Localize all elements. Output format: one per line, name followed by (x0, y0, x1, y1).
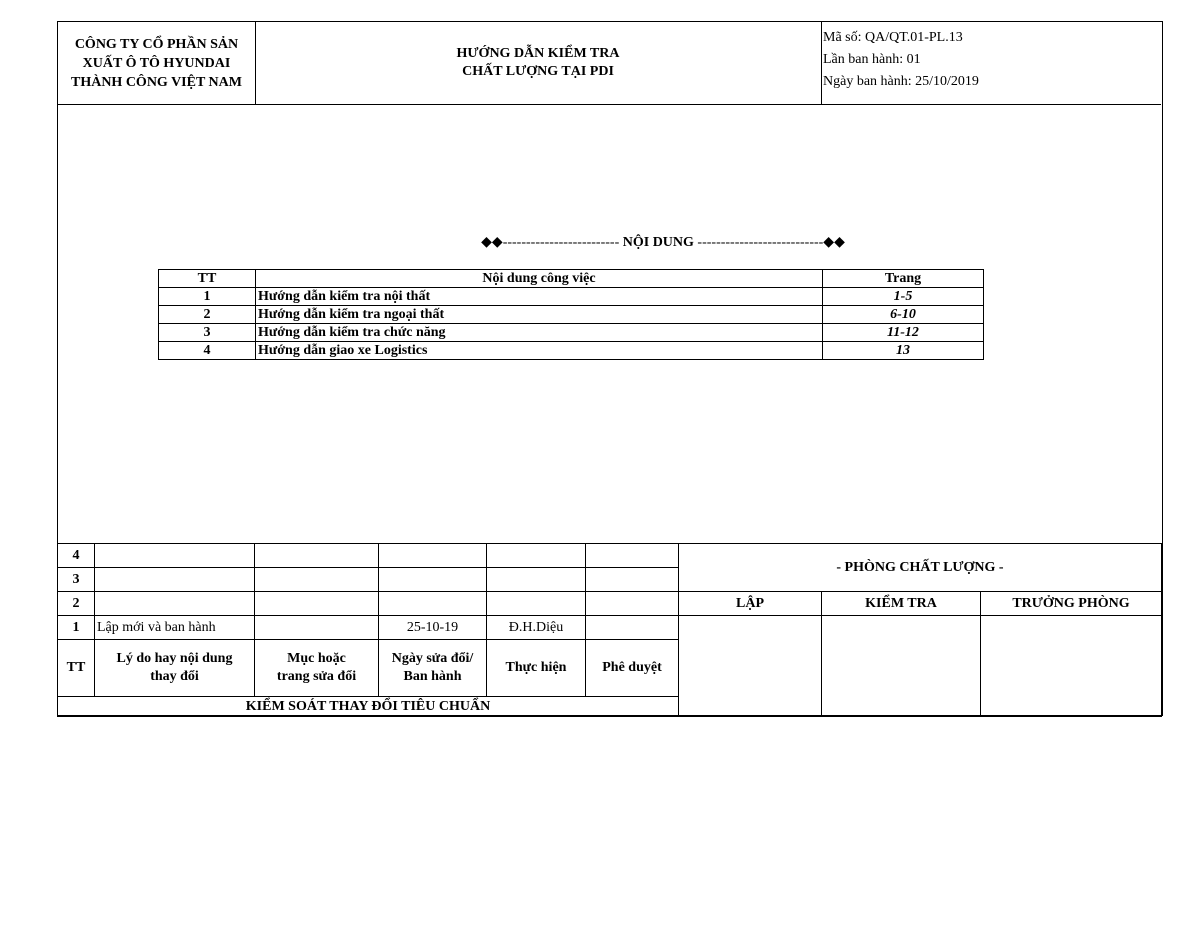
col-approve: Phê duyệt (586, 640, 679, 697)
revision-approve (586, 592, 679, 616)
title-line: CHẤT LƯỢNG TẠI PDI (462, 64, 614, 79)
department-label: - PHÒNG CHẤT LƯỢNG - (679, 544, 1162, 592)
revision-row (58, 544, 679, 568)
row-tt: 4 (159, 342, 256, 360)
heading-ornament-right: ---------------------------◆◆ (697, 235, 845, 250)
header-line: thay đổi (150, 669, 199, 684)
revision-by (487, 544, 586, 568)
revision-date (379, 592, 487, 616)
revision-approve (586, 544, 679, 568)
revision-number: 1 (58, 616, 95, 640)
revision-reason: Lập mới và ban hành (95, 616, 255, 640)
header-line: Ngày sửa đổi/ (391, 651, 474, 666)
document-frame (57, 21, 1163, 716)
issue-date: Ngày ban hành: 25/10/2019 (823, 74, 979, 89)
row-content: Hướng dẫn kiểm tra ngoại thất (256, 306, 823, 324)
revision-number: 4 (58, 544, 95, 568)
row-tt: 1 (159, 288, 256, 306)
col-tt: TT (159, 270, 256, 288)
table-row (159, 288, 984, 306)
contents-header-row (159, 270, 984, 288)
col-reason (95, 640, 255, 697)
revision-by: Đ.H.Diệu (487, 616, 586, 640)
revision-approve (586, 568, 679, 592)
revision-number: 2 (58, 592, 95, 616)
row-page: 11-12 (823, 324, 984, 342)
row-page: 13 (823, 342, 984, 360)
col-section (255, 640, 379, 697)
revision-header-row (58, 640, 679, 697)
document-title (255, 22, 822, 104)
revision-date: 25-10-19 (379, 616, 487, 640)
company-line: XUẤT Ô TÔ HYUNDAI (82, 55, 231, 71)
revision-reason (95, 592, 255, 616)
revision-row (58, 568, 679, 592)
table-row (159, 306, 984, 324)
title-line: HƯỚNG DẪN KIỂM TRA (456, 46, 620, 61)
prepared-label: LẬP (679, 592, 822, 616)
table-row (159, 342, 984, 360)
document-meta (823, 27, 979, 93)
header-line: trang sửa đổi (276, 669, 357, 684)
revision-section (255, 544, 379, 568)
row-page: 1-5 (823, 288, 984, 306)
heading-ornament-left: ◆◆------------------------- (481, 235, 620, 250)
checked-label: KIỂM TRA (822, 592, 981, 616)
col-page: Trang (823, 270, 984, 288)
head-signature (980, 616, 1161, 717)
col-content: Nội dung công việc (256, 270, 823, 288)
col-date (379, 640, 487, 697)
heading-text: NỘI DUNG (619, 235, 698, 250)
signoff-table (678, 543, 1162, 717)
revision-section (255, 616, 379, 640)
revision-footer: KIỂM SOÁT THAY ĐỔI TIÊU CHUẨN (58, 697, 679, 717)
prepared-signature (679, 616, 822, 717)
company-line: THÀNH CÔNG VIỆT NAM (70, 74, 242, 90)
company-name (58, 22, 256, 104)
revision-approve (586, 616, 679, 640)
revision-section (255, 568, 379, 592)
row-tt: 3 (159, 324, 256, 342)
revision-footer-row (58, 697, 679, 717)
row-tt: 2 (159, 306, 256, 324)
contents-table (158, 269, 984, 360)
revision-table (57, 543, 679, 717)
head-label: TRƯỞNG PHÒNG (980, 592, 1161, 616)
document-header (58, 22, 1161, 105)
revision-row (58, 616, 679, 640)
row-content: Hướng dẫn giao xe Logistics (256, 342, 823, 360)
table-row (159, 324, 984, 342)
revision-by (487, 592, 586, 616)
company-line: CÔNG TY CỔ PHẦN SẢN (74, 36, 239, 52)
revision-reason (95, 568, 255, 592)
revision-date (379, 568, 487, 592)
issue-number: Lần ban hành: 01 (823, 52, 921, 67)
revision-by (487, 568, 586, 592)
row-content: Hướng dẫn kiểm tra chức năng (256, 324, 823, 342)
revision-reason (95, 544, 255, 568)
revision-row (58, 592, 679, 616)
revision-date (379, 544, 487, 568)
col-by: Thực hiện (487, 640, 586, 697)
revision-number: 3 (58, 568, 95, 592)
row-page: 6-10 (823, 306, 984, 324)
contents-heading (413, 234, 913, 251)
checked-signature (822, 616, 981, 717)
header-line: Lý do hay nội dung (116, 651, 233, 666)
col-tt: TT (58, 640, 95, 697)
header-line: Ban hành (403, 669, 462, 684)
row-content: Hướng dẫn kiểm tra nội thất (256, 288, 823, 306)
revision-section (255, 592, 379, 616)
doc-code: Mã số: QA/QT.01-PL.13 (823, 30, 963, 45)
header-line: Mục hoặc (287, 651, 346, 666)
